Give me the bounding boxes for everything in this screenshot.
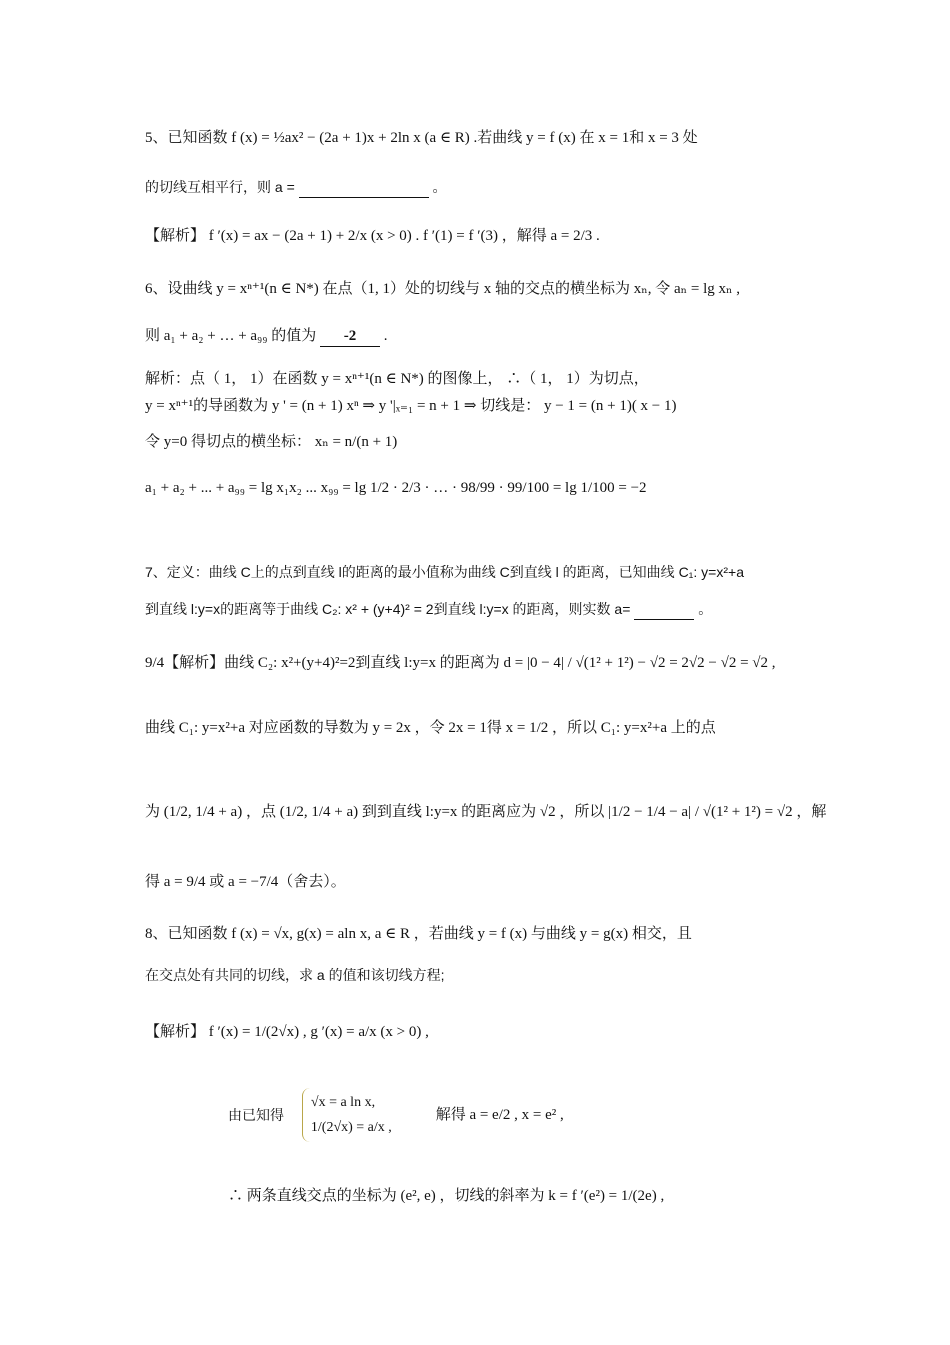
problem-8-statement: 8、已知函数 f (x) = √x, g(x) = aln x, a ∈ R ，若曲线 y = f (x) 与曲线 y = g(x) 相交，且 <box>145 926 692 942</box>
problem-8-system-block <box>228 1088 840 1142</box>
problem-8-solution-line-1: 【解析】 f ′(x) = 1/(2√x) , g ′(x) = a/x (x > 0) , <box>145 1024 429 1040</box>
problem-6-answer: -2 <box>320 326 380 347</box>
problem-7-question-text: 到直线 l:y=x的距离等于曲线 C₂: x² + (y+4)² = 2到直线 l:y=x 的距离，则实数 a= <box>145 601 631 617</box>
problem-8-equation-system <box>302 1088 392 1142</box>
problem-6-question <box>145 326 840 347</box>
problem-6-question-text: 则 a₁ + a₂ + … + a₉₉ 的值为 <box>145 328 317 344</box>
problem-5-statement: 5、已知函数 f (x) = ½ax² − (2a + 1)x + 2ln x (a ∈ R) .若曲线 y = f (x) 在 x = 1和 x = 3 处 <box>145 130 698 146</box>
problem-8-system-equation-1: √x = a ln x, <box>310 1095 376 1110</box>
problem-5-question-text: 的切线互相平行，则 a = <box>145 179 295 195</box>
problem-5-question <box>145 178 840 198</box>
problem-8-system-solution: 解得 a = e/2 , x = e² , <box>435 1107 564 1124</box>
problem-7-blank-suffix: 。 <box>698 601 713 617</box>
problem-8-solution-line-3: ∴ 两条直线交点的坐标为 (e², e) ，切线的斜率为 k = f ′(e²) = 1/(2e) , <box>228 1188 665 1204</box>
problem-6-statement: 6、设曲线 y = xⁿ⁺¹(n ∈ N*) 在点（1, 1）处的切线与 x 轴的交点的横坐标为 xₙ, 令 aₙ = lg xₙ , <box>145 281 741 297</box>
problem-7-solution-line-4: 得 a = 9/4 或 a = −7/4（舍去）。 <box>145 874 346 890</box>
problem-8-system-equation-2: 1/(2√x) = a/x , <box>310 1120 392 1136</box>
problem-6-solution-line-4: a₁ + a₂ + ... + a₉₉ = lg x₁x₂ ... x₉₉ = lg 1/2 · 2/3 · … · 98/99 · 99/100 = lg 1/100 = −2 <box>145 480 647 496</box>
problem-7-statement: 7、定义：曲线 C上的点到直线 l的距离的最小值称为曲线 C到直线 l 的距离，已知曲线 C₁: y=x²+a <box>145 564 744 580</box>
problem-5-solution: 【解析】 f ′(x) = ax − (2a + 1) + 2/x (x > 0) . f ′(1) = f ′(3) ，解得 a = 2/3 . <box>145 228 600 244</box>
problem-7-solution-line-3: 为 (1/2, 1/4 + a) ，点 (1/2, 1/4 + a) 到到直线 l:y=x 的距离应为 √2 ，所以 |1/2 − 1/4 − a| / √(1² + 1²) = √2 ，解 <box>145 804 827 820</box>
problem-5-blank-suffix: 。 <box>432 179 447 195</box>
problem-6-answer-suffix: . <box>383 328 388 344</box>
problem-6-solution-line-3: 令 y=0 得切点的横坐标： xₙ = n/(n + 1) <box>145 434 398 450</box>
problem-7-solution-line-1: 9/4【解析】曲线 C₂: x²+(y+4)²=2到直线 l:y=x 的距离为 d = |0 − 4| / √(1² + 1²) − √2 = 2√2 − √2 = √2 , <box>145 655 776 671</box>
problem-7-question <box>145 600 840 620</box>
problem-8-question: 在交点处有共同的切线，求 a 的值和该切线方程; <box>145 967 445 983</box>
problem-8-system-intro: 由已知得 <box>228 1106 284 1123</box>
problem-7-solution-line-2: 曲线 C₁: y=x²+a 对应函数的导数为 y = 2x ，令 2x = 1得 x = 1/2 ，所以 C₁: y=x²+a 上的点 <box>145 720 716 736</box>
problem-6-solution-line-1: 解析：点（ 1， 1）在函数 y = xⁿ⁺¹(n ∈ N*) 的图像上， ∴（ 1， 1）为切点， <box>145 371 649 387</box>
problem-7-answer-blank <box>634 600 694 620</box>
problem-6-solution-line-2: y = xⁿ⁺¹的导函数为 y ' = (n + 1) xⁿ ⇒ y '|ₓ₌₁ = n + 1 ⇒ 切线是： y − 1 = (n + 1)( x − 1) <box>145 398 677 414</box>
problem-5-answer-blank <box>299 178 429 198</box>
